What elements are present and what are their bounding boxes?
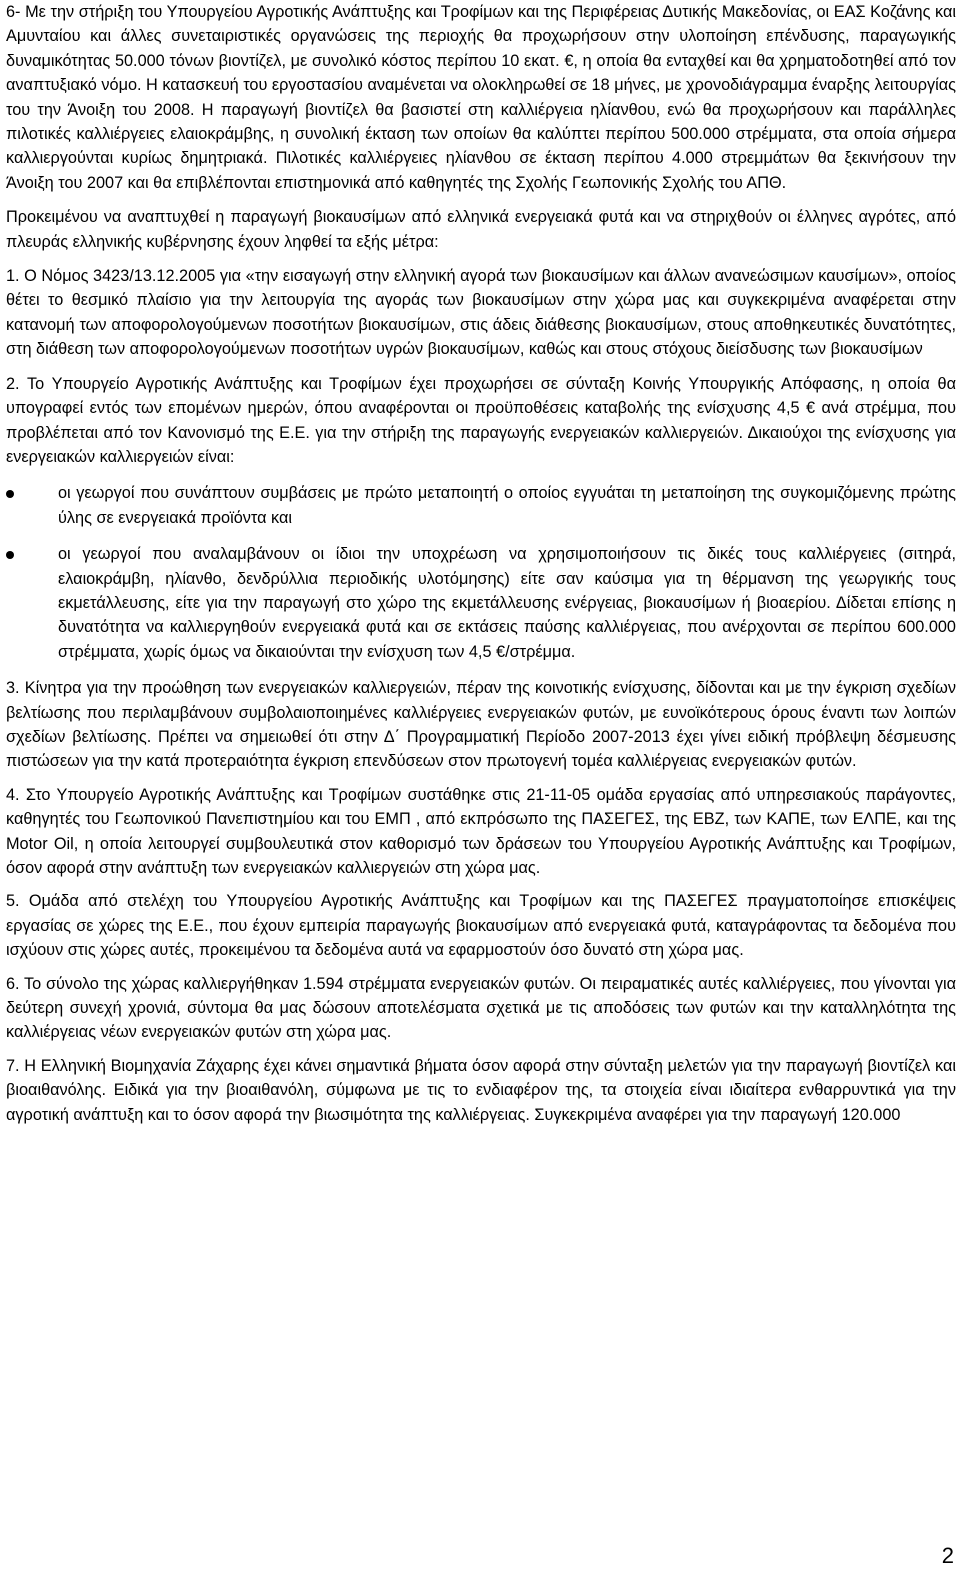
paragraph-item-3: 3. Κίνητρα για την προώθηση των ενεργειακών καλλιεργειών, πέραν της κοινοτικής ενίσχυσης, δίδονται και με την έγκριση σχεδίων βελτίωσης που περιλαμβάνουν συμβολαιοποιημένες καλλιέργειες ενεργειακών φυτών, με ευνοϊκότερους όρους έναντι των λοιπών σχεδίων βελτίωσης. Πρέπει να σημειωθεί ότι στην Δ΄ Προγραμματική Περίοδο 2007-2013 έχει γίνει ειδική πρόβλεψη δέσμευσης πιστώσεων για την κατά προτεραιότητα έγκριση επενδύσεων στον πρωτογενή τομέα καλλιέργειας ενεργειακών φυτών. — [6, 679, 956, 771]
bullet-icon — [6, 551, 14, 559]
page-number: 2 — [941, 1543, 954, 1568]
bullet-icon — [6, 490, 14, 498]
bullet-text-2: οι γεωργοί που αναλαμβάνουν οι ίδιοι την υποχρέωση να χρησιμοποιήσουν τις δικές τους καλλιέργειες (σιτηρά, ελαιοκράμβη, ηλίανθο, δενδρύλλια περιοδικής υλοτόμησης) είτε σαν καύσιμα για τη θέρμανση της γεωργικής τους εκμετάλλευσης, είτε για την παραγωγή στο χώρο της εκμετάλλευσης ενέργειας, βιοκαυσίμων ή βιοαερίου. Δίδεται επίσης η δυνατότητα να καλλιεργηθούν ενεργειακά φυτά και σε εκτάσεις παύσης καλλιέργειας, που ανέρχονται σε περίπου 600.000 στρέμματα, χωρίς όμως να δικαιούνται την ενίσχυση των 4,5 €/στρέμμα. — [58, 545, 956, 661]
paragraph-item-4: 4. Στο Υπουργείο Αγροτικής Ανάπτυξης και Τροφίμων συστάθηκε στις 21-11-05 ομάδα εργασίας από υπηρεσιακούς παράγοντες, καθηγητές του Γεωπονικού Πανεπιστημίου και του ΕΜΠ , από εκπρόσωπο της ΠΑΣΕΓΕΣ, της ΕΒΖ, των ΚΑΠΕ, των ΕΛΠΕ, και της Motor Oil, η οποία λειτουργεί συμβουλευτικά στον καθορισμό των δράσεων του Υπουργείου Αγροτικής Ανάπτυξης και Τροφίμων, όσον αφορά στην ανάπτυξη των ενεργειακών καλλιεργειών στη χώρα μας. — [6, 785, 956, 877]
list-item — [6, 542, 956, 664]
bullet-text-1: οι γεωργοί που συνάπτουν συμβάσεις με πρώτο μεταποιητή ο οποίος εγγυάται τη μεταποίηση της συγκομιζόμενης πρώτης ύλης σε ενεργειακά προϊόντα και — [58, 484, 956, 527]
paragraph-item-7: 7. Η Ελληνική Βιομηχανία Ζάχαρης έχει κάνει σημαντικά βήματα όσον αφορά στην σύνταξη μελετών για την παραγωγή βιοντίζελ και βιοαιθανόλης. Ειδικά για την βιοαιθανόλη, σύμφωνα με τις το ενδιαφέρον της, τα στοιχεία είναι ιδιαίτερα ενθαρρυντικά για την αγροτική ανάπτυξη και το όσον αφορά την βιωσιμότητα της καλλιέργειας. Συγκεκριμένα αναφέρει για την παραγωγή 120.000 — [6, 1056, 956, 1124]
document-page — [6, 0, 956, 1127]
paragraph-item-5: 5. Ομάδα από στελέχη του Υπουργείου Αγροτικής Ανάπτυξης και Τροφίμων και της ΠΑΣΕΓΕΣ πραγματοποίησε επισκέψεις εργασίας σε χώρες της Ε.Ε., που έχουν εμπειρία παραγωγής βιοκαυσίμων από ενεργειακά φυτά, καταγράφοντας τα δεδομένα που ισχύουν στις χώρες αυτές, προκειμένου τα δεδομένα αυτά να εφαρμοστούν όσο δυνατό στη χώρα μας. — [6, 892, 956, 960]
paragraph-intro-measures: Προκειμένου να αναπτυχθεί η παραγωγή βιοκαυσίμων από ελληνικά ενεργειακά φυτά και να στηριχθούν οι έλληνες αγρότες, από πλευράς ελληνικής κυβέρνησης έχουν ληφθεί τα εξής μέτρα: — [6, 208, 956, 251]
paragraph-item-6: 6. Το σύνολο της χώρας καλλιεργήθηκαν 1.594 στρέμματα ενεργειακών φυτών. Οι πειραματικές αυτές καλλιέργειες, που γίνονται για δεύτερη συνεχή χρονιά, σύντομα θα μας δώσουν αποτελέσματα σχετικά με τις αποδόσεις των φυτών και την καταλληλότητα της καλλιέργειας νέων ενεργειακών φυτών στη χώρα μας. — [6, 974, 956, 1042]
beneficiaries-list — [6, 481, 956, 664]
paragraph-item-1: 1. Ο Νόμος 3423/13.12.2005 για «την εισαγωγή στην ελληνική αγορά των βιοκαυσίμων και άλλων ανανεώσιμων καυσίμων», οποίος θέτει το θεσμικό πλαίσιο για την λειτουργία της αγοράς των βιοκαυσίμων στην χώρα μας και συγκεκριμένα αναφέρεται στην κατανομή των αποφορολογούμενων ποσοτήτων βιοκαυσίμων, στις άδεις διάθεσης βιοκαυσίμων, στους αποθηκευτικές δυνατότητες, στη διάθεση των αποφορολογούμενων ποσοτήτων υγρών βιοκαυσίμων, καθώς και στους στόχους διείσδυσης των βιοκαυσίμων — [6, 267, 956, 359]
paragraph-item-2: 2. Το Υπουργείο Αγροτικής Ανάπτυξης και Τροφίμων έχει προχωρήσει σε σύνταξη Κοινής Υπουργικής Απόφασης, η οποία θα υπογραφεί εντός των επομένων ημερών, όπου αναφέρονται οι προϋποθέσεις καταβολής της ενίσχυσης 4,5 € ανά στρέμμα, που προβλέπεται από τον Κανονισμό της Ε.Ε. για την στήριξη της παραγωγής ενεργειακών καλλιεργειών. Δικαιούχοι της ενίσχυσης για ενεργειακών καλλιεργειών είναι: — [6, 374, 956, 466]
list-item — [6, 481, 956, 530]
paragraph-section-6: 6- Με την στήριξη του Υπουργείου Αγροτικής Ανάπτυξης και Τροφίμων και της Περιφέρειας Δυτικής Μακεδονίας, οι ΕΑΣ Κοζάνης και Αμυνταίου και άλλες συνεταιριστικές οργανώσεις της περιοχής θα προχωρήσουν στην υλοποίηση επένδυσης, παραγωγικής δυναμικότητας 50.000 τόνων βιοντίζελ, με συνολικό κόστος περίπου 10 εκατ. €, η οποία θα ενταχθεί και θα χρηματοδοτηθεί από τον αναπτυξιακό νόμο. Η κατασκευή του εργοστασίου αναμένεται να ολοκληρωθεί σε 18 μήνες, με χρονοδιάγραμμα έναρξης λειτουργίας του την Άνοιξη του 2008. Η παραγωγή βιοντίζελ θα βασιστεί στη καλλιέργεια ηλίανθου, ενώ θα προχωρήσουν και παράλληλες πιλοτικές καλλιέργειες ελαιοκράμβης, η συνολική έκταση των οποίων θα καλύπτει περίπου 500.000 στρέμματα, στα οποία σήμερα καλλιεργούνται κυρίως δημητριακά. Πιλοτικές καλλιέργειες ηλίανθου σε έκταση περίπου 4.000 στρεμμάτων θα ξεκινήσουν την Άνοιξη του 2007 και θα επιβλέπονται επιστημονικά από καθηγητές της Σχολής Γεωπονικής Σχολής του ΑΠΘ. — [6, 3, 956, 192]
